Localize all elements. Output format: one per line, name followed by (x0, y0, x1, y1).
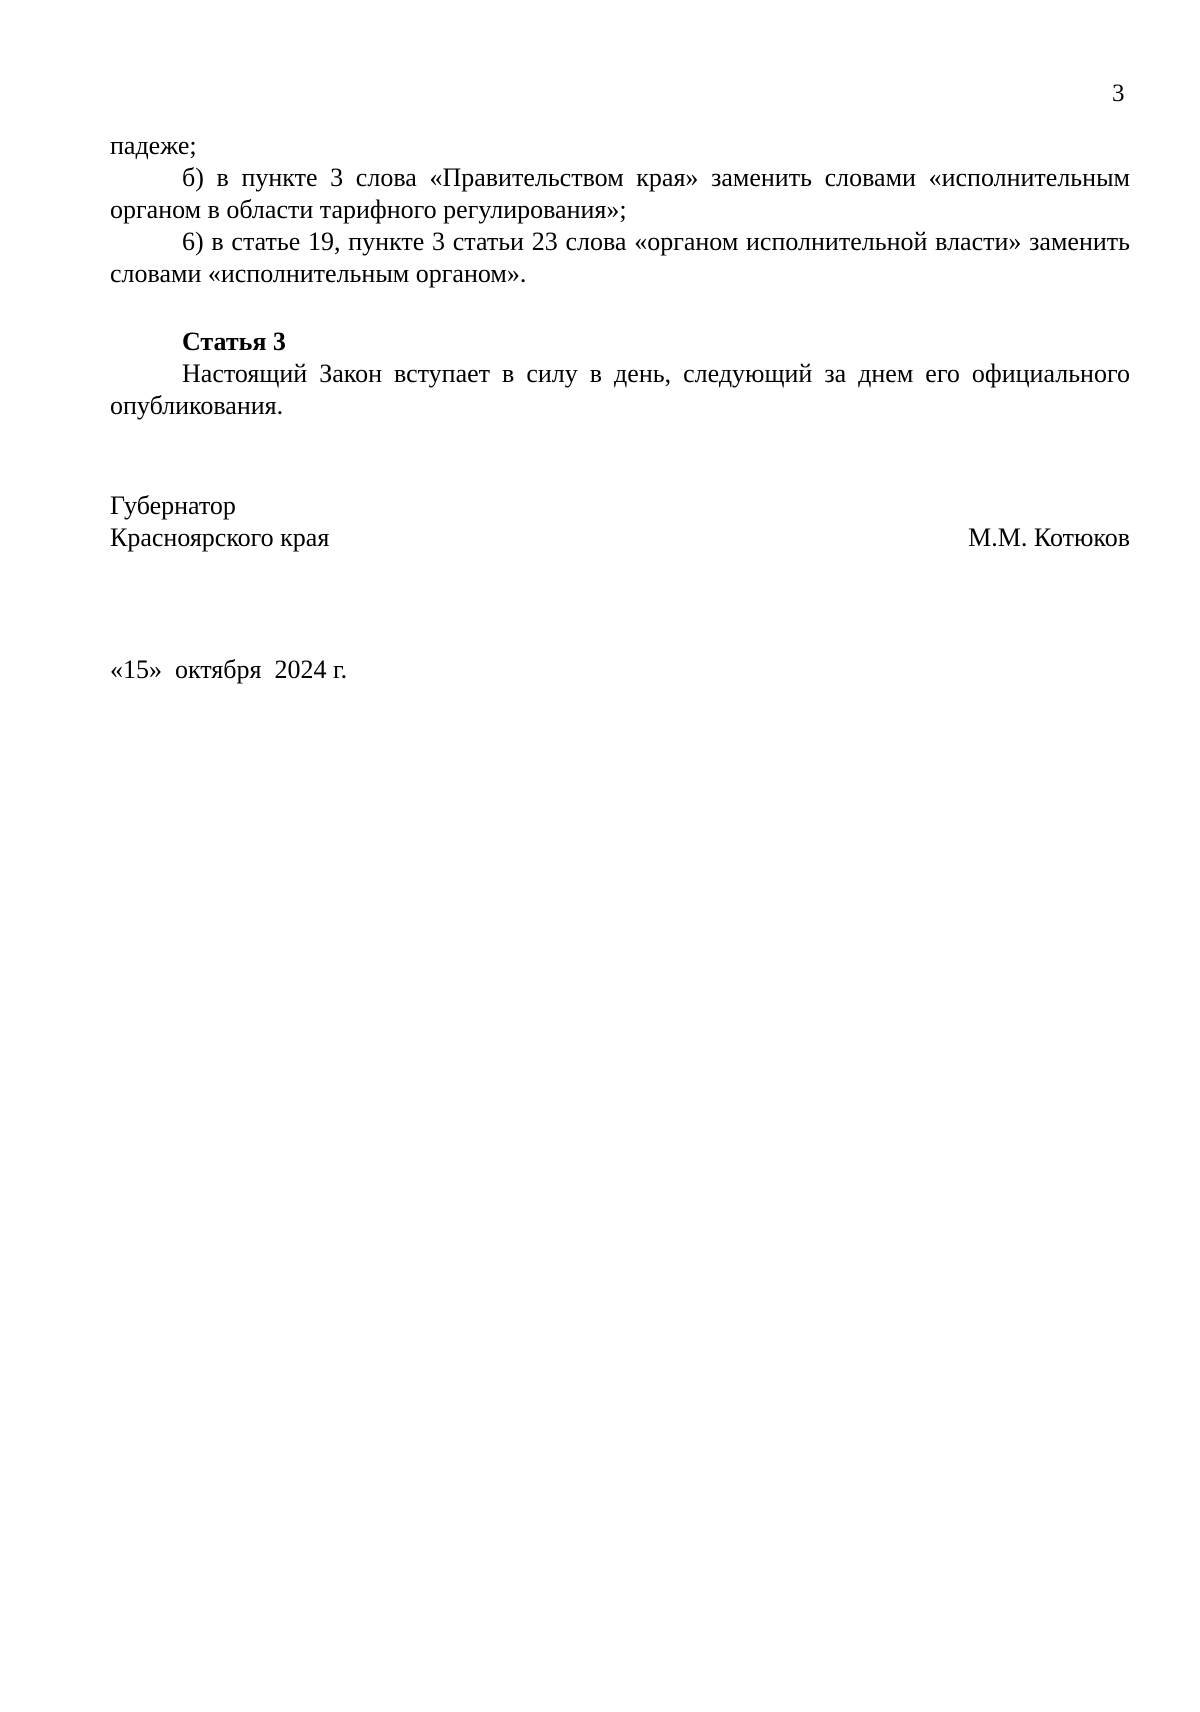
amendment-text-block (110, 130, 1130, 290)
signature-block (110, 490, 1130, 554)
paragraph-item-b: б) в пункте 3 слова «Правительством края» заменить словами «исполнительным органом в области тарифного регулирования»; (110, 163, 1130, 224)
article-heading: Статья 3 (182, 327, 286, 356)
article-body (110, 358, 1130, 422)
paragraph-continuation: падеже; (110, 131, 197, 160)
signatory-title-line2: Красноярского края (110, 523, 330, 552)
article-text: Настоящий Закон вступает в силу в день, следующий за днем его официального опубликования. (110, 359, 1130, 420)
signatory-name: М.М. Котюков (968, 523, 1130, 552)
page-number: 3 (1112, 80, 1125, 107)
signing-date: «15» октября 2024 г. (110, 655, 348, 684)
signatory-title-line1: Губернатор (110, 491, 236, 520)
paragraph-item-6: 6) в статье 19, пункте 3 статьи 23 слова «органом исполнительной власти» заменить словами «исполнительным органом». (110, 227, 1130, 288)
